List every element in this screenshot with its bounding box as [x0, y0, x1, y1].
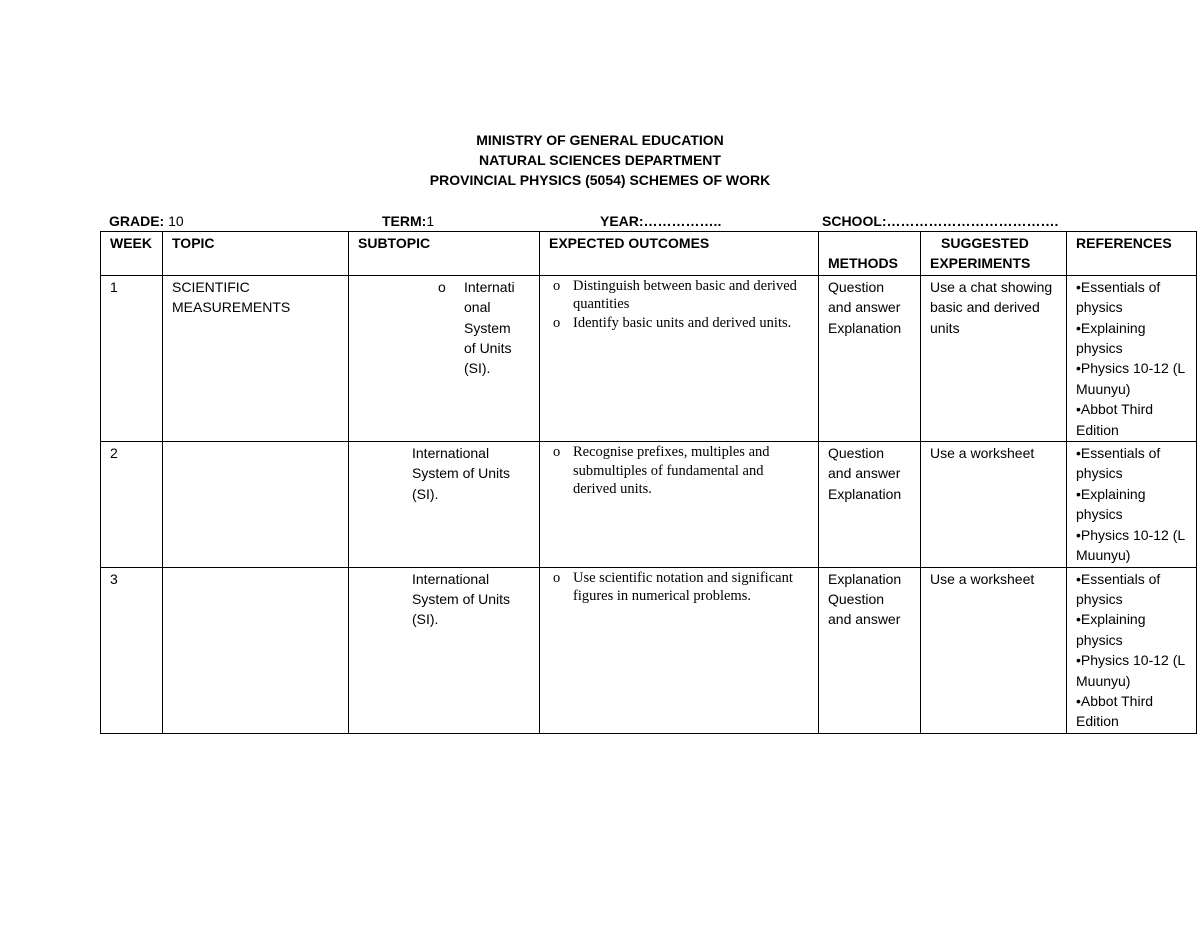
table-row: [101, 275, 1197, 441]
reference-item: •Explaining physics: [1076, 319, 1146, 357]
term-label: TERM:: [382, 213, 427, 229]
week-cell: 2: [101, 442, 163, 567]
reference-item: •Explaining physics: [1076, 611, 1146, 648]
subtopic-bullet-item: [358, 277, 531, 379]
method-line: Question: [828, 445, 885, 462]
topic-cell: [163, 275, 349, 441]
table-header-row: [101, 232, 1197, 276]
reference-item: •Essentials of physics: [1076, 278, 1161, 316]
header-experiments-line1: SUGGESTED: [941, 235, 1029, 251]
subtopic-text: Internati onal System of Units (SI).: [464, 278, 515, 377]
bullet-marker: o: [438, 278, 446, 295]
experiments-cell: Use a worksheet: [921, 442, 1067, 567]
reference-item: •Abbot Third Edition: [1076, 692, 1154, 730]
bullet-marker: o: [553, 444, 561, 461]
methods-cell: [819, 275, 921, 441]
outcome-text: Recognise prefixes, multiples and submultiples of fundamental and derived units.: [573, 444, 770, 498]
method-line: Question: [828, 278, 885, 295]
topic-cell: [163, 442, 349, 567]
header-topic: TOPIC: [163, 232, 349, 276]
outcome-item: [549, 314, 810, 333]
term-field: [382, 211, 434, 231]
subtopic-cell: [349, 442, 540, 567]
bullet-marker: o: [553, 569, 561, 586]
grade-value: 10: [164, 213, 184, 229]
schemes-of-work-table: [100, 231, 1197, 734]
outcome-item: [549, 277, 810, 314]
table-row: [101, 567, 1197, 733]
school-label: SCHOOL:……………………………….: [822, 213, 1059, 229]
methods-cell: [819, 442, 921, 567]
experiments-cell: Use a worksheet: [921, 567, 1067, 733]
method-line: Explanation: [828, 485, 902, 502]
outcome-text: Distinguish between basic and derived quantities: [573, 277, 797, 313]
header-expected-outcomes: EXPECTED OUTCOMES: [540, 232, 819, 276]
method-line: Explanation: [828, 319, 902, 336]
references-cell: [1067, 567, 1197, 733]
header-experiments-line2: EXPERIMENTS: [930, 255, 1031, 272]
header-subtopic: SUBTOPIC: [349, 232, 540, 276]
subtopic-text: International System of Units (SI).: [412, 445, 511, 502]
outcomes-cell: [540, 275, 819, 441]
bullet-marker: o: [553, 277, 561, 294]
methods-cell: [819, 567, 921, 733]
grade-label: GRADE:: [109, 213, 165, 229]
reference-item: •Essentials of physics: [1076, 445, 1161, 482]
topic-line: SCIENTIFIC: [172, 278, 250, 295]
reference-item: •Physics 10-12 (L Muunyu): [1076, 360, 1185, 397]
method-line: and answer: [828, 465, 901, 482]
subtopic-cell: [349, 567, 540, 733]
reference-item: •Essentials of physics: [1076, 570, 1161, 607]
subtopic-cell: [349, 275, 540, 441]
reference-item: •Physics 10-12 (L Muunyu): [1076, 526, 1185, 564]
outcome-text: Use scientific notation and significant figures in numerical problems.: [573, 569, 793, 604]
header-methods: METHODS: [819, 232, 921, 276]
outcome-item: [549, 443, 810, 499]
outcome-text: Identify basic units and derived units.: [573, 314, 792, 331]
method-line: Question: [828, 590, 885, 607]
method-line: Explanation: [828, 570, 902, 587]
bullet-marker: o: [553, 314, 561, 331]
references-cell: [1067, 275, 1197, 441]
experiments-cell: Use a chat showing basic and derived units: [921, 275, 1067, 441]
method-line: and answer: [828, 611, 901, 628]
year-label: YEAR:……………..: [600, 213, 722, 229]
reference-item: •Abbot Third Edition: [1076, 401, 1154, 438]
outcomes-cell: [540, 567, 819, 733]
ministry-heading: MINISTRY OF GENERAL EDUCATION: [476, 132, 724, 148]
header-references: REFERENCES: [1067, 232, 1197, 276]
table-row: [101, 442, 1197, 567]
header-suggested-experiments: [921, 232, 1067, 276]
term-value: 1: [426, 213, 435, 229]
subtopic-text: International System of Units (SI).: [412, 570, 511, 628]
department-heading: NATURAL SCIENCES DEPARTMENT: [479, 152, 721, 168]
header-week: WEEK: [101, 232, 163, 276]
grade-field: [109, 211, 184, 231]
reference-item: •Physics 10-12 (L Muunyu): [1076, 652, 1185, 689]
method-line: and answer: [828, 299, 901, 316]
reference-item: •Explaining physics: [1076, 485, 1146, 523]
year-field: [600, 211, 721, 231]
school-field: [822, 211, 1058, 231]
outcome-item: [549, 569, 810, 606]
outcomes-cell: [540, 442, 819, 567]
week-cell: 1: [101, 275, 163, 441]
topic-cell: [163, 567, 349, 733]
references-cell: [1067, 442, 1197, 567]
document-title: PROVINCIAL PHYSICS (5054) SCHEMES OF WORK: [429, 172, 771, 188]
week-cell: 3: [101, 567, 163, 733]
topic-line: MEASUREMENTS: [172, 299, 291, 316]
